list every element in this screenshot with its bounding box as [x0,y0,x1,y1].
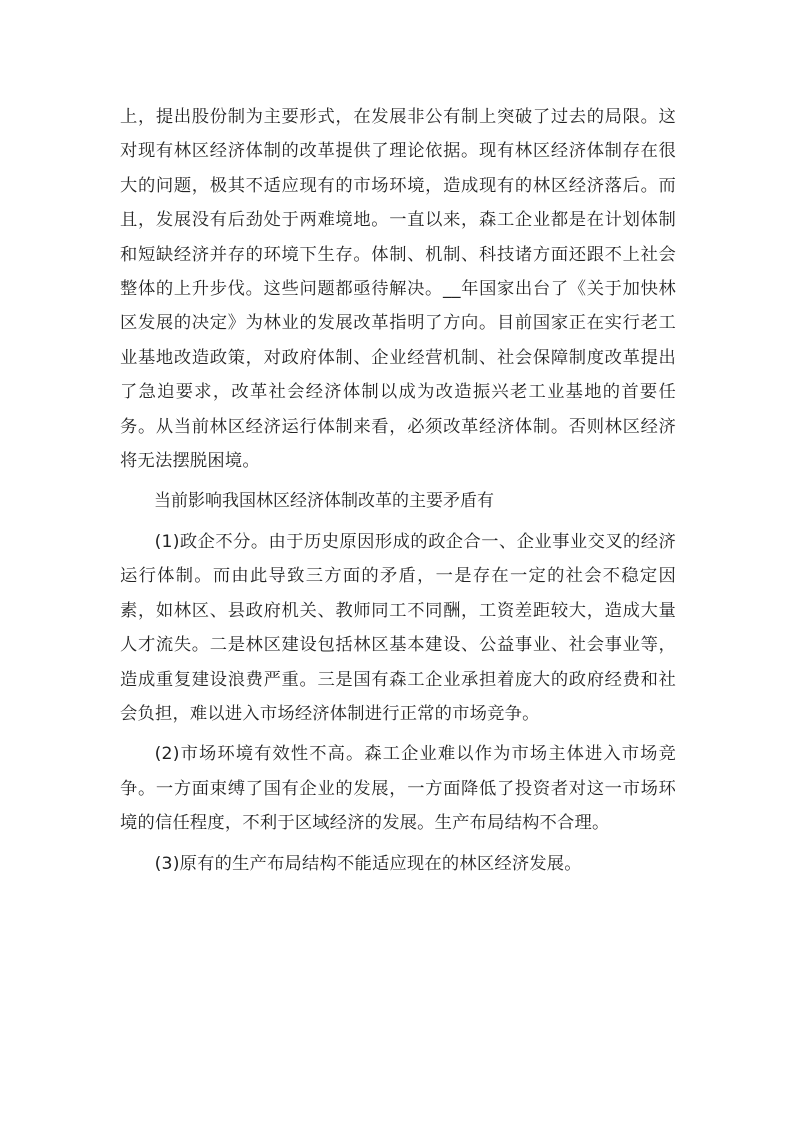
document-body [120,100,676,887]
paragraph-item-2: (2)市场环境有效性不高。森工企业难以作为市场主体进入市场竞争。一方面束缚了国有企业的发展，一方面降低了投资者对这一市场环境的信任程度，不利于区域经济的发展。生产布局结构不合理。 [120,744,676,834]
paragraph-item-1: (1)政企不分。由于历史原因形成的政企合一、企业事业交叉的经济运行体制。而由此导致三方面的矛盾，一是存在一定的社会不稳定因素，如林区、县政府机关、教师同工不同酬，工资差距较大，造成大量人才流失。二是林区建设包括林区基本建设、公益事业、社会事业等，造成重复建设浪费严重。三是国有森工企业承担着庞大的政府经费和社会负担，难以进入市场经济体制进行正常的市场竞争。 [120,531,676,724]
section-intro-line: 当前影响我国林区经济体制改革的主要矛盾有 [154,491,494,512]
paragraph-continuation: 上，提出股份制为主要形式，在发展非公有制上突破了过去的局限。这对现有林区经济体制的改革提供了理论依据。现有林区经济体制存在很大的问题，极其不适应现有的市场环境，造成现有的林区经济落后。而且，发展没有后劲处于两难境地。一直以来，森工企业都是在计划体制和短缺经济并存的环境下生存。体制、机制、科技诸方面还跟不上社会整体的上升步伐。这些问题都亟待解决。__年国家出台了《关于加快林区发展的决定》为林业的发展改革指明了方向。目前国家正在实行老工业基地改造政策，对政府体制、企业经营机制、社会保障制度改革提出了急迫要求，改革社会经济体制以成为改造振兴老工业基地的首要任务。从当前林区经济运行体制来看，必须改革经济体制。否则林区经济将无法摆脱困境。 [120,107,676,472]
paragraph-item-3: (3)原有的生产布局结构不能适应现在的林区经济发展。 [154,853,582,874]
